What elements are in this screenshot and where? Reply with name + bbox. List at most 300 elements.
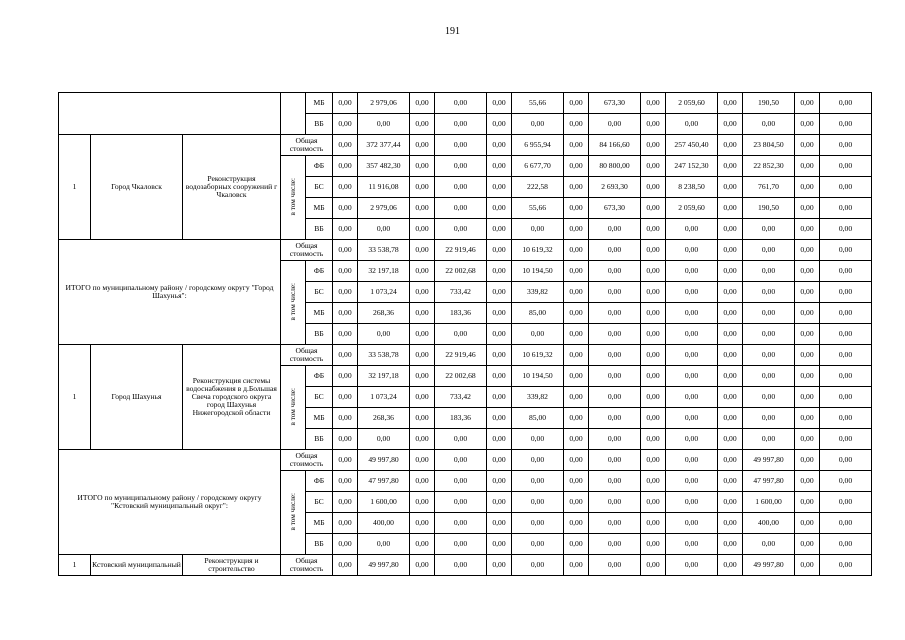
- value-cell: 0,00: [666, 408, 718, 429]
- value-cell: 10 619,32: [512, 240, 564, 261]
- value-cell: 0,00: [718, 219, 743, 240]
- value-cell: 733,42: [435, 387, 487, 408]
- value-cell: 0,00: [410, 345, 435, 366]
- budget-type-label: ФБ: [306, 366, 333, 387]
- budget-type-label: МБ: [306, 303, 333, 324]
- value-cell: 0,00: [641, 450, 666, 471]
- value-cell: 0,00: [564, 555, 589, 576]
- value-cell: 0,00: [718, 261, 743, 282]
- value-cell: 0,00: [410, 366, 435, 387]
- value-cell: 0,00: [795, 366, 820, 387]
- value-cell: 0,00: [487, 303, 512, 324]
- row-number: 1: [59, 555, 91, 576]
- value-cell: 49 997,80: [358, 555, 410, 576]
- value-cell: 0,00: [666, 219, 718, 240]
- value-cell: 0,00: [666, 114, 718, 135]
- value-cell: 0,00: [333, 408, 358, 429]
- value-cell: 0,00: [718, 135, 743, 156]
- value-cell: 0,00: [795, 513, 820, 534]
- value-cell: 0,00: [487, 114, 512, 135]
- value-cell: 0,00: [435, 534, 487, 555]
- value-cell: 32 197,18: [358, 261, 410, 282]
- total-cost-label: Общая стоимость: [281, 345, 333, 366]
- value-cell: 0,00: [564, 345, 589, 366]
- budget-type-label: ВБ: [306, 324, 333, 345]
- value-cell: 0,00: [718, 366, 743, 387]
- value-cell: 0,00: [743, 324, 795, 345]
- value-cell: 22 002,68: [435, 261, 487, 282]
- value-cell: 10 194,50: [512, 366, 564, 387]
- value-cell: 0,00: [333, 450, 358, 471]
- value-cell: 0,00: [487, 324, 512, 345]
- value-cell: 0,00: [820, 513, 872, 534]
- value-cell: 22 919,46: [435, 345, 487, 366]
- value-cell: 0,00: [589, 261, 641, 282]
- value-cell: 0,00: [795, 387, 820, 408]
- value-cell: 47 997,80: [358, 471, 410, 492]
- value-cell: 0,00: [512, 555, 564, 576]
- value-cell: 0,00: [358, 114, 410, 135]
- value-cell: 11 916,08: [358, 177, 410, 198]
- value-cell: 0,00: [589, 282, 641, 303]
- value-cell: 0,00: [487, 513, 512, 534]
- value-cell: 2 059,60: [666, 198, 718, 219]
- value-cell: 0,00: [512, 513, 564, 534]
- value-cell: 0,00: [487, 177, 512, 198]
- row-number: 1: [59, 345, 91, 450]
- value-cell: 0,00: [487, 156, 512, 177]
- value-cell: 0,00: [333, 93, 358, 114]
- value-cell: 10 619,32: [512, 345, 564, 366]
- value-cell: 0,00: [795, 93, 820, 114]
- value-cell: 0,00: [410, 408, 435, 429]
- budget-type-label: БС: [306, 387, 333, 408]
- value-cell: 23 804,50: [743, 135, 795, 156]
- value-cell: 22 852,30: [743, 156, 795, 177]
- value-cell: 2 059,60: [666, 93, 718, 114]
- value-cell: 0,00: [820, 324, 872, 345]
- table-row: [59, 135, 872, 156]
- value-cell: 0,00: [718, 492, 743, 513]
- value-cell: 85,00: [512, 303, 564, 324]
- value-cell: 0,00: [564, 513, 589, 534]
- value-cell: 0,00: [333, 492, 358, 513]
- value-cell: 2 693,30: [589, 177, 641, 198]
- value-cell: 0,00: [820, 450, 872, 471]
- value-cell: 0,00: [589, 387, 641, 408]
- value-cell: 0,00: [333, 219, 358, 240]
- value-cell: 0,00: [795, 261, 820, 282]
- value-cell: 0,00: [820, 429, 872, 450]
- value-cell: 0,00: [410, 198, 435, 219]
- value-cell: 0,00: [718, 93, 743, 114]
- budget-type-label: ФБ: [306, 261, 333, 282]
- total-cost-label: Общая стоимость: [281, 135, 333, 156]
- value-cell: 0,00: [666, 492, 718, 513]
- municipality-name: Кстовский муниципальный: [91, 555, 183, 576]
- value-cell: 0,00: [410, 303, 435, 324]
- value-cell: 0,00: [487, 198, 512, 219]
- value-cell: 0,00: [820, 135, 872, 156]
- total-cost-label: Общая стоимость: [281, 555, 333, 576]
- value-cell: 0,00: [487, 450, 512, 471]
- value-cell: 0,00: [718, 429, 743, 450]
- value-cell: 0,00: [743, 114, 795, 135]
- value-cell: 0,00: [718, 450, 743, 471]
- value-cell: 0,00: [410, 324, 435, 345]
- value-cell: 49 997,80: [358, 450, 410, 471]
- value-cell: 0,00: [410, 534, 435, 555]
- value-cell: 55,66: [512, 93, 564, 114]
- value-cell: 0,00: [410, 513, 435, 534]
- value-cell: 1 073,24: [358, 387, 410, 408]
- value-cell: 0,00: [795, 135, 820, 156]
- value-cell: 0,00: [666, 240, 718, 261]
- value-cell: 0,00: [564, 366, 589, 387]
- value-cell: 0,00: [435, 93, 487, 114]
- value-cell: 0,00: [820, 492, 872, 513]
- value-cell: 0,00: [512, 324, 564, 345]
- value-cell: 0,00: [743, 303, 795, 324]
- value-cell: 47 997,80: [743, 471, 795, 492]
- value-cell: 8 238,50: [666, 177, 718, 198]
- value-cell: 0,00: [795, 492, 820, 513]
- value-cell: 0,00: [641, 555, 666, 576]
- value-cell: 22 002,68: [435, 366, 487, 387]
- value-cell: 0,00: [435, 177, 487, 198]
- value-cell: 0,00: [487, 366, 512, 387]
- value-cell: 49 997,80: [743, 450, 795, 471]
- value-cell: 0,00: [666, 345, 718, 366]
- value-cell: 0,00: [641, 471, 666, 492]
- value-cell: 0,00: [666, 450, 718, 471]
- value-cell: 0,00: [718, 345, 743, 366]
- value-cell: 0,00: [333, 135, 358, 156]
- value-cell: 0,00: [487, 240, 512, 261]
- value-cell: 0,00: [589, 345, 641, 366]
- budget-type-label: МБ: [306, 513, 333, 534]
- value-cell: 0,00: [666, 324, 718, 345]
- value-cell: 268,36: [358, 303, 410, 324]
- municipality-name: Город Шахунья: [91, 345, 183, 450]
- value-cell: 0,00: [333, 303, 358, 324]
- value-cell: 0,00: [641, 513, 666, 534]
- value-cell: 190,50: [743, 198, 795, 219]
- value-cell: 0,00: [589, 408, 641, 429]
- value-cell: 0,00: [820, 282, 872, 303]
- value-cell: 0,00: [820, 177, 872, 198]
- value-cell: 0,00: [333, 282, 358, 303]
- value-cell: 0,00: [435, 450, 487, 471]
- value-cell: 0,00: [564, 114, 589, 135]
- value-cell: 357 482,30: [358, 156, 410, 177]
- value-cell: 0,00: [795, 429, 820, 450]
- value-cell: 0,00: [410, 93, 435, 114]
- value-cell: 0,00: [666, 513, 718, 534]
- table-row: [59, 240, 872, 261]
- value-cell: 0,00: [487, 93, 512, 114]
- value-cell: 0,00: [666, 555, 718, 576]
- value-cell: 0,00: [435, 513, 487, 534]
- value-cell: 0,00: [641, 429, 666, 450]
- value-cell: 0,00: [410, 387, 435, 408]
- value-cell: 0,00: [512, 471, 564, 492]
- value-cell: 0,00: [564, 534, 589, 555]
- table-row: [59, 450, 872, 471]
- value-cell: 0,00: [487, 135, 512, 156]
- value-cell: 0,00: [666, 282, 718, 303]
- value-cell: 0,00: [820, 471, 872, 492]
- value-cell: 0,00: [410, 471, 435, 492]
- in-total-cell: [281, 471, 306, 555]
- budget-type-label: БС: [306, 282, 333, 303]
- value-cell: 0,00: [410, 282, 435, 303]
- value-cell: 0,00: [512, 114, 564, 135]
- value-cell: 0,00: [564, 261, 589, 282]
- value-cell: 0,00: [641, 198, 666, 219]
- value-cell: 1 600,00: [743, 492, 795, 513]
- value-cell: 0,00: [641, 345, 666, 366]
- value-cell: 0,00: [512, 450, 564, 471]
- value-cell: 0,00: [410, 450, 435, 471]
- value-cell: 0,00: [820, 345, 872, 366]
- budget-type-label: ВБ: [306, 114, 333, 135]
- value-cell: 0,00: [487, 387, 512, 408]
- value-cell: 0,00: [589, 555, 641, 576]
- value-cell: 0,00: [564, 387, 589, 408]
- value-cell: 0,00: [743, 387, 795, 408]
- value-cell: 0,00: [435, 114, 487, 135]
- value-cell: 183,36: [435, 408, 487, 429]
- value-cell: 0,00: [358, 324, 410, 345]
- value-cell: 0,00: [641, 135, 666, 156]
- value-cell: 0,00: [795, 156, 820, 177]
- value-cell: 0,00: [410, 114, 435, 135]
- value-cell: 0,00: [820, 198, 872, 219]
- value-cell: 0,00: [333, 324, 358, 345]
- value-cell: 0,00: [666, 261, 718, 282]
- value-cell: 0,00: [564, 198, 589, 219]
- value-cell: 0,00: [743, 282, 795, 303]
- value-cell: 1 073,24: [358, 282, 410, 303]
- budget-type-label: БС: [306, 177, 333, 198]
- value-cell: 0,00: [435, 135, 487, 156]
- value-cell: 0,00: [589, 324, 641, 345]
- budget-type-label: ФБ: [306, 156, 333, 177]
- value-cell: 0,00: [589, 534, 641, 555]
- value-cell: 49 997,80: [743, 555, 795, 576]
- table-row: [59, 93, 872, 114]
- table-row: [59, 345, 872, 366]
- value-cell: 0,00: [641, 219, 666, 240]
- value-cell: 0,00: [564, 93, 589, 114]
- blank-cell: [59, 93, 281, 135]
- value-cell: 0,00: [718, 156, 743, 177]
- total-cost-label: Общая стоимость: [281, 240, 333, 261]
- value-cell: 0,00: [666, 534, 718, 555]
- value-cell: 0,00: [487, 261, 512, 282]
- value-cell: 0,00: [820, 156, 872, 177]
- value-cell: 0,00: [512, 219, 564, 240]
- value-cell: 0,00: [487, 408, 512, 429]
- value-cell: 1 600,00: [358, 492, 410, 513]
- table-row: [59, 555, 872, 576]
- value-cell: 0,00: [820, 555, 872, 576]
- value-cell: 0,00: [410, 261, 435, 282]
- value-cell: 0,00: [820, 387, 872, 408]
- value-cell: 0,00: [795, 324, 820, 345]
- value-cell: 0,00: [333, 345, 358, 366]
- value-cell: 0,00: [641, 93, 666, 114]
- value-cell: 183,36: [435, 303, 487, 324]
- value-cell: 0,00: [487, 471, 512, 492]
- value-cell: 0,00: [333, 555, 358, 576]
- value-cell: 0,00: [820, 240, 872, 261]
- value-cell: 372 377,44: [358, 135, 410, 156]
- value-cell: 0,00: [795, 114, 820, 135]
- budget-type-label: МБ: [306, 93, 333, 114]
- value-cell: 0,00: [641, 240, 666, 261]
- value-cell: 0,00: [564, 450, 589, 471]
- value-cell: 0,00: [512, 534, 564, 555]
- value-cell: 6 677,70: [512, 156, 564, 177]
- value-cell: 0,00: [410, 555, 435, 576]
- value-cell: 0,00: [564, 471, 589, 492]
- value-cell: 0,00: [487, 492, 512, 513]
- value-cell: 0,00: [358, 534, 410, 555]
- value-cell: 0,00: [743, 345, 795, 366]
- in-total-label: в том числе:: [289, 282, 297, 321]
- value-cell: 0,00: [718, 282, 743, 303]
- page-number: 191: [445, 26, 460, 37]
- value-cell: 33 538,78: [358, 240, 410, 261]
- value-cell: 0,00: [795, 282, 820, 303]
- value-cell: 0,00: [333, 114, 358, 135]
- in-total-label: в том числе:: [289, 177, 297, 216]
- value-cell: 0,00: [820, 408, 872, 429]
- value-cell: 0,00: [333, 198, 358, 219]
- value-cell: 0,00: [589, 240, 641, 261]
- value-cell: 0,00: [641, 156, 666, 177]
- value-cell: 0,00: [333, 513, 358, 534]
- value-cell: 0,00: [564, 429, 589, 450]
- in-total-label: в том числе:: [289, 387, 297, 426]
- value-cell: 0,00: [820, 261, 872, 282]
- value-cell: 0,00: [487, 345, 512, 366]
- value-cell: 2 979,06: [358, 198, 410, 219]
- value-cell: 0,00: [641, 387, 666, 408]
- value-cell: 0,00: [435, 198, 487, 219]
- value-cell: 0,00: [564, 492, 589, 513]
- value-cell: 0,00: [589, 219, 641, 240]
- value-cell: 0,00: [743, 429, 795, 450]
- value-cell: 733,42: [435, 282, 487, 303]
- value-cell: 0,00: [435, 219, 487, 240]
- value-cell: 0,00: [743, 240, 795, 261]
- value-cell: 0,00: [435, 492, 487, 513]
- value-cell: 0,00: [718, 471, 743, 492]
- value-cell: 2 979,06: [358, 93, 410, 114]
- value-cell: 0,00: [641, 534, 666, 555]
- value-cell: 0,00: [410, 135, 435, 156]
- value-cell: 0,00: [512, 429, 564, 450]
- value-cell: 761,70: [743, 177, 795, 198]
- value-cell: 0,00: [358, 429, 410, 450]
- value-cell: 0,00: [410, 156, 435, 177]
- value-cell: 0,00: [743, 534, 795, 555]
- value-cell: 0,00: [641, 114, 666, 135]
- value-cell: 0,00: [410, 492, 435, 513]
- value-cell: 0,00: [333, 261, 358, 282]
- value-cell: 0,00: [795, 240, 820, 261]
- budget-type-label: ФБ: [306, 471, 333, 492]
- value-cell: 0,00: [743, 408, 795, 429]
- value-cell: 339,82: [512, 387, 564, 408]
- in-total-cell: [281, 93, 306, 135]
- value-cell: 339,82: [512, 282, 564, 303]
- value-cell: 0,00: [718, 534, 743, 555]
- value-cell: 0,00: [333, 429, 358, 450]
- project-description: Реконструкция водозаборных сооружений г Чкаловск: [183, 135, 281, 240]
- value-cell: 80 800,00: [589, 156, 641, 177]
- budget-type-label: МБ: [306, 408, 333, 429]
- value-cell: 268,36: [358, 408, 410, 429]
- value-cell: 0,00: [589, 429, 641, 450]
- value-cell: 0,00: [589, 303, 641, 324]
- value-cell: 0,00: [641, 282, 666, 303]
- value-cell: 0,00: [564, 303, 589, 324]
- municipality-name: Город Чкаловск: [91, 135, 183, 240]
- value-cell: 0,00: [718, 555, 743, 576]
- value-cell: 222,58: [512, 177, 564, 198]
- value-cell: 0,00: [410, 219, 435, 240]
- value-cell: 0,00: [564, 240, 589, 261]
- budget-type-label: ВБ: [306, 429, 333, 450]
- value-cell: 32 197,18: [358, 366, 410, 387]
- value-cell: 0,00: [589, 471, 641, 492]
- value-cell: 0,00: [358, 219, 410, 240]
- in-total-cell: [281, 261, 306, 345]
- value-cell: 55,66: [512, 198, 564, 219]
- project-description: Реконструкция системы водоснабжения в д.Большая Свеча городского округа город Шахунья Нижегородской области: [183, 345, 281, 450]
- value-cell: 0,00: [820, 114, 872, 135]
- value-cell: 400,00: [743, 513, 795, 534]
- value-cell: 0,00: [795, 345, 820, 366]
- value-cell: 0,00: [487, 534, 512, 555]
- value-cell: 84 166,60: [589, 135, 641, 156]
- value-cell: 0,00: [333, 534, 358, 555]
- value-cell: 0,00: [641, 177, 666, 198]
- value-cell: 0,00: [718, 114, 743, 135]
- value-cell: 0,00: [718, 324, 743, 345]
- value-cell: 0,00: [589, 513, 641, 534]
- value-cell: 0,00: [718, 387, 743, 408]
- value-cell: 247 152,30: [666, 156, 718, 177]
- value-cell: 0,00: [718, 303, 743, 324]
- value-cell: 0,00: [666, 387, 718, 408]
- value-cell: 0,00: [795, 303, 820, 324]
- value-cell: 257 450,40: [666, 135, 718, 156]
- value-cell: 0,00: [718, 408, 743, 429]
- value-cell: 0,00: [435, 324, 487, 345]
- value-cell: 0,00: [487, 429, 512, 450]
- value-cell: 0,00: [743, 261, 795, 282]
- value-cell: 0,00: [564, 219, 589, 240]
- budget-type-label: МБ: [306, 198, 333, 219]
- value-cell: 0,00: [487, 219, 512, 240]
- value-cell: 0,00: [718, 177, 743, 198]
- value-cell: 673,30: [589, 93, 641, 114]
